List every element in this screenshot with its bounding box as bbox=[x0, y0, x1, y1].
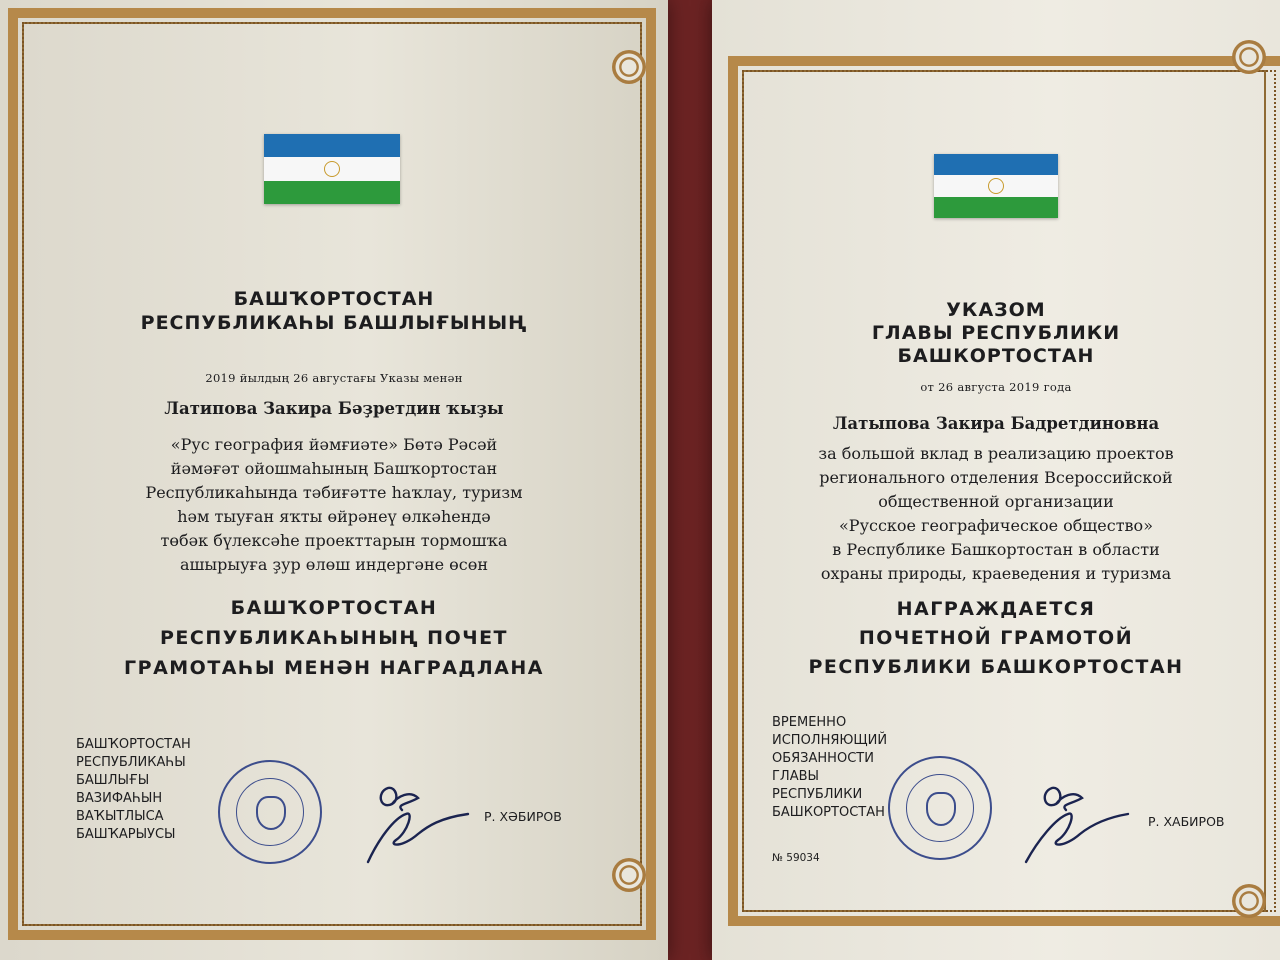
award-line: РЕСПУБЛИКАҺЫНЫҢ ПОЧЕТ bbox=[159, 627, 509, 649]
citation-line: һәм тыуған яҡты өйрәнеү өлкәһендә bbox=[177, 507, 491, 526]
citation-line: йәмәғәт ойошмаһының Башҡортостан bbox=[170, 459, 498, 478]
corner-ornament bbox=[612, 50, 646, 84]
position-line: БАШҠАРЫУСЫ bbox=[76, 827, 176, 842]
citation-line: «Русское географическое общество» bbox=[839, 516, 1153, 535]
citation-line: төбәк бүлексәһе проекттарын тормошҡа bbox=[160, 531, 508, 550]
certificate-number: № 59034 bbox=[772, 852, 820, 864]
title-line-3: БАШКОРТОСТАН bbox=[897, 345, 1095, 367]
certificate-page-russian bbox=[712, 0, 1280, 960]
award-line: ПОЧЕТНОЙ ГРАМОТОЙ bbox=[858, 627, 1134, 649]
citation-line: охраны природы, краеведения и туризма bbox=[820, 564, 1172, 583]
position-line: БАШҠОРТОСТАН bbox=[76, 737, 191, 752]
decree-date: от 26 августа 2019 года bbox=[920, 380, 1072, 394]
award-line: ГРАМОТАҺЫ МЕНӘН НАГРАДЛАНА bbox=[124, 657, 544, 679]
position-line: ИСПОЛНЯЮЩИЙ bbox=[772, 733, 888, 748]
citation-line: общественной организации bbox=[878, 492, 1114, 511]
position-line: ГЛАВЫ bbox=[772, 769, 819, 784]
position-line: ВАЗИФАҺЫН bbox=[76, 791, 163, 806]
title-line-2: ГЛАВЫ РЕСПУБЛИКИ bbox=[871, 322, 1121, 344]
bashkortostan-flag bbox=[934, 154, 1058, 218]
signatory-position bbox=[772, 714, 887, 822]
handwritten-signature bbox=[1012, 770, 1152, 870]
award-line: НАГРАЖДАЕТСЯ bbox=[896, 598, 1096, 620]
citation-line: в Республике Башкортостан в области bbox=[832, 540, 1160, 559]
position-line: ВАҠЫТЛЫСА bbox=[76, 809, 164, 824]
position-line: РЕСПУБЛИКИ bbox=[772, 787, 863, 802]
recipient-name: Латыпова Закира Бадретдиновна bbox=[832, 414, 1160, 433]
citation-line: «Рус география йәмғиәте» Бөтә Рәсәй bbox=[170, 435, 498, 454]
decree-date: 2019 йылдың 26 августағы Указы менән bbox=[205, 371, 463, 385]
official-seal bbox=[218, 760, 322, 864]
position-line: ОБЯЗАННОСТИ bbox=[772, 751, 874, 766]
corner-ornament bbox=[1232, 884, 1266, 918]
corner-ornament bbox=[612, 858, 646, 892]
handwritten-signature bbox=[348, 770, 488, 870]
position-line: РЕСПУБЛИКАҺЫ bbox=[76, 755, 186, 770]
signer-name: Р. ХӘБИРОВ bbox=[484, 809, 562, 824]
title-line-1: БАШҠОРТОСТАН bbox=[233, 288, 435, 310]
kurai-flower-emblem bbox=[988, 178, 1004, 194]
title-line-2: РЕСПУБЛИКАҺЫ БАШЛЫҒЫНЫҢ bbox=[140, 312, 528, 334]
recipient-name: Латипова Закира Бәҙретдин ҡыҙы bbox=[164, 399, 504, 418]
award-line: РЕСПУБЛИКИ БАШКОРТОСТАН bbox=[808, 656, 1184, 678]
signer-name: Р. ХАБИРОВ bbox=[1148, 814, 1225, 829]
title-line-1: УКАЗОМ bbox=[946, 299, 1046, 321]
citation-line: Республикаһында тәбиғәтте һаҡлау, туризм bbox=[145, 483, 523, 502]
signatory-position bbox=[76, 736, 191, 844]
award-line: БАШҠОРТОСТАН bbox=[230, 597, 438, 619]
official-seal bbox=[888, 756, 992, 860]
citation-line: регионального отделения Всероссийской bbox=[819, 468, 1173, 487]
position-line: ВРЕМЕННО bbox=[772, 715, 847, 730]
position-line: БАШКОРТОСТАН bbox=[772, 805, 885, 820]
kurai-flower-emblem bbox=[324, 161, 340, 177]
citation-line: ашырыуға ҙур өлөш индергәне өсөн bbox=[179, 555, 489, 574]
position-line: БАШЛЫҒЫ bbox=[76, 773, 150, 788]
corner-ornament bbox=[1232, 40, 1266, 74]
citation-line: за большой вклад в реализацию проектов bbox=[818, 444, 1174, 463]
bashkortostan-flag bbox=[264, 134, 400, 204]
